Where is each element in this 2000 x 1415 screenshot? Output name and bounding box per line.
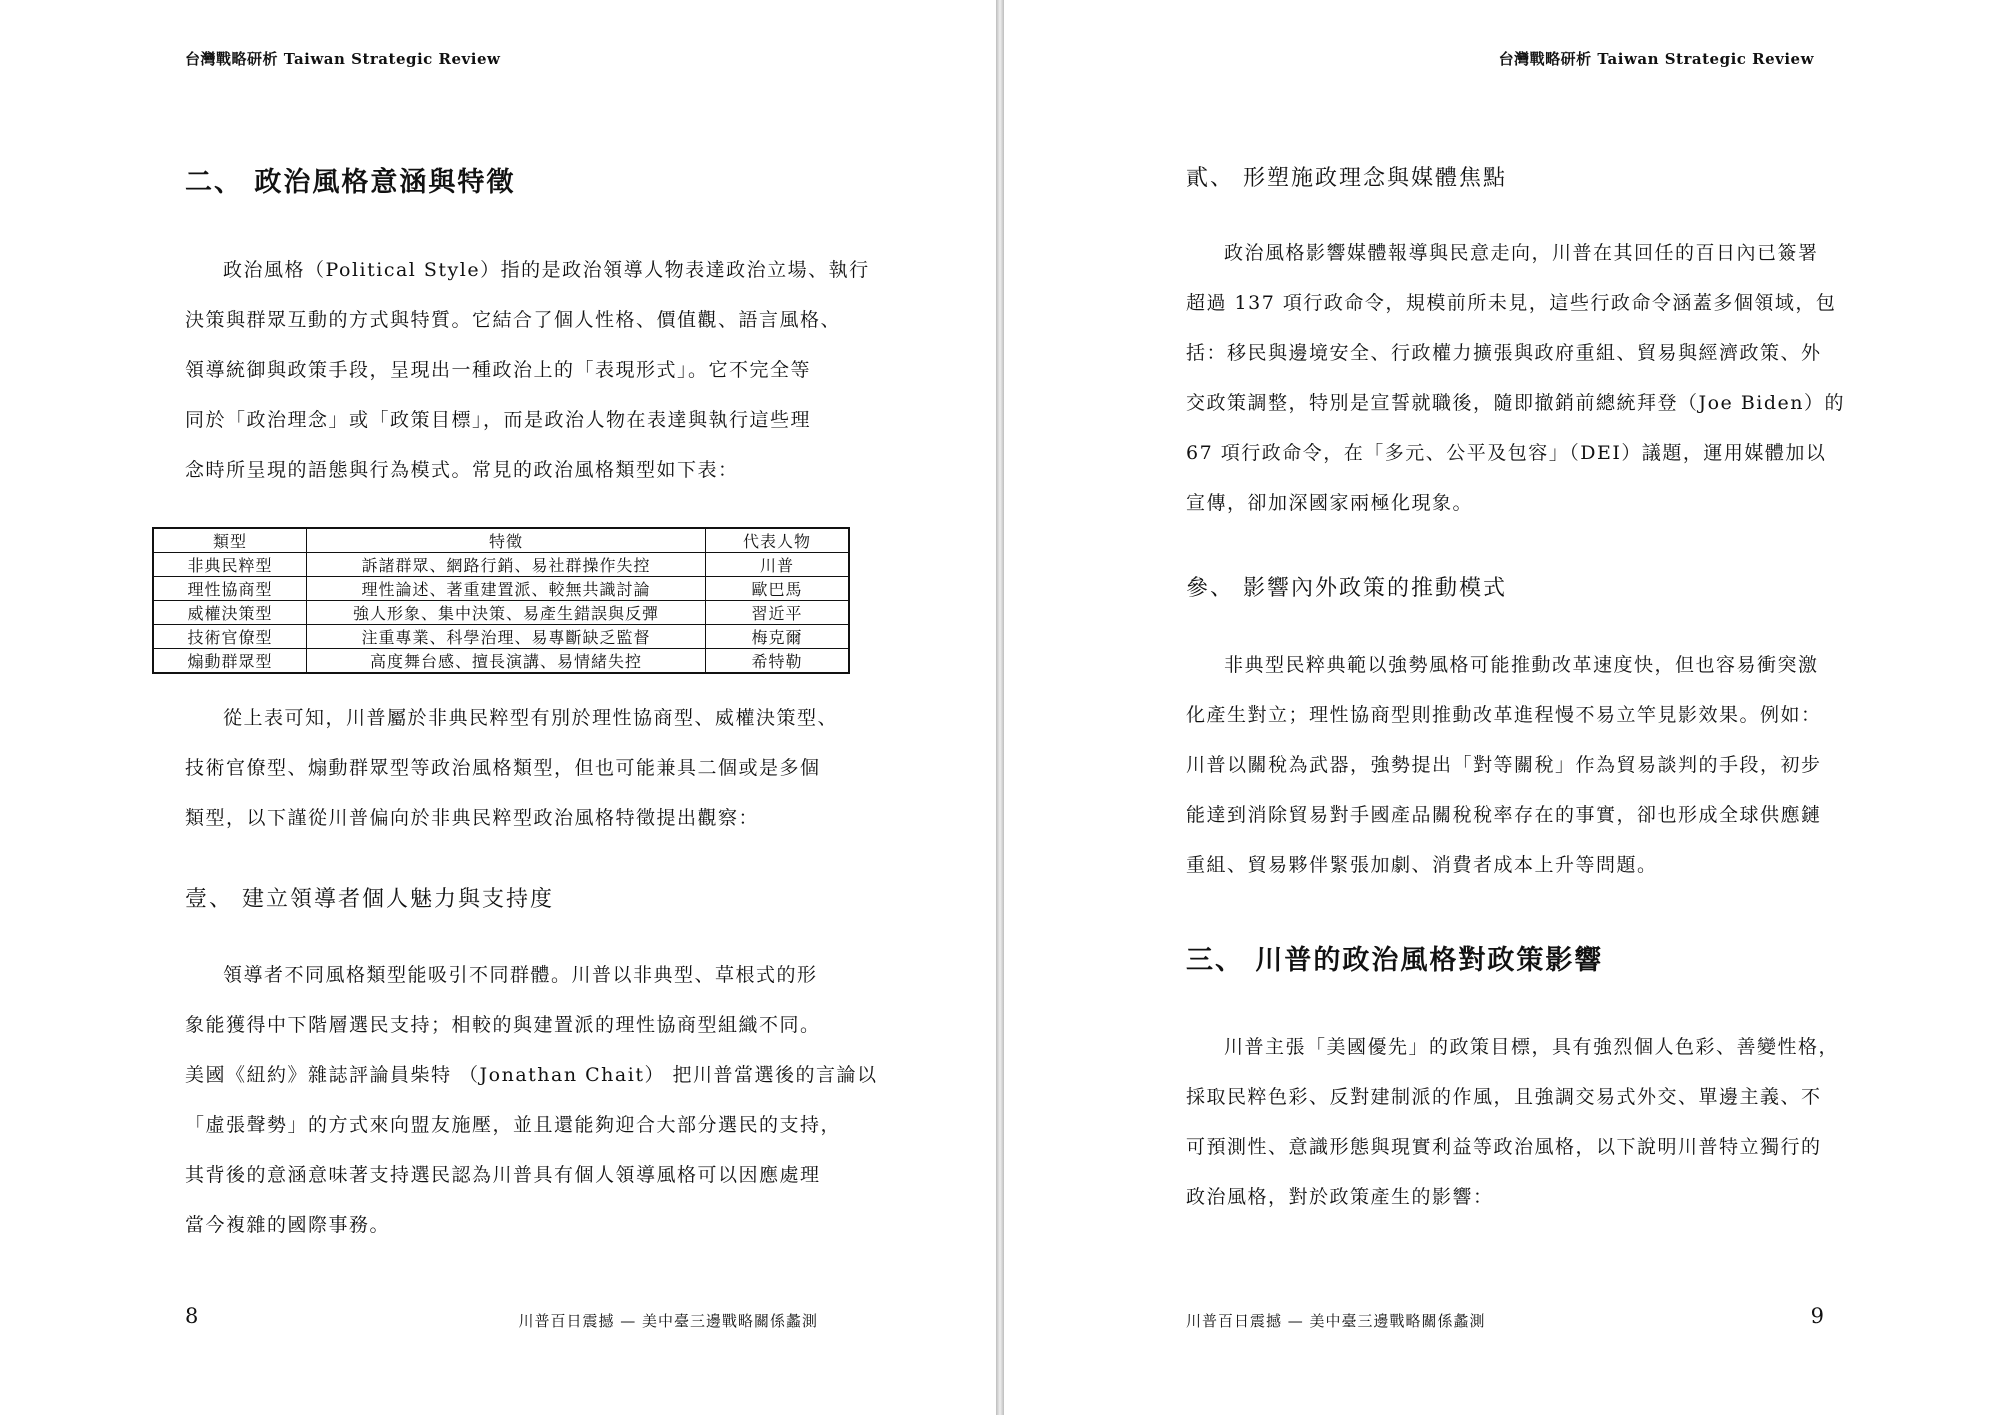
paragraph-line: 「虛張聲勢」的方式來向盟友施壓，並且還能夠迎合大部分選民的支持，	[185, 1114, 842, 1136]
table-cell: 非典民粹型	[153, 553, 307, 577]
paragraph-line: 可預測性、意識形態與現實利益等政治風格，以下說明川普特立獨行的	[1186, 1136, 1822, 1158]
paragraph-line: 技術官僚型、煽動群眾型等政治風格類型，但也可能兼具二個或是多個	[185, 757, 821, 779]
table-row	[153, 601, 849, 625]
table-cell: 歐巴馬	[705, 577, 849, 601]
paragraph-line: 同於「政治理念」或「政策目標」，而是政治人物在表達與執行這些理	[185, 409, 812, 431]
paragraph-line: 超過 137 項行政命令，規模前所未見，這些行政命令涵蓋多個領域，包	[1186, 292, 1837, 314]
paragraph-line: 其背後的意涵意味著支持選民認為川普具有個人領導風格可以因應處理	[185, 1164, 821, 1186]
after-table-paragraph	[185, 693, 838, 843]
paragraph-line: 化產生對立；理性協商型則推動改革進程慢不易立竿見影效果。例如：	[1186, 704, 1822, 726]
table-row	[153, 553, 849, 577]
table-row	[153, 577, 849, 601]
paragraph-line: 川普主張「美國優先」的政策目標，具有強烈個人色彩、善變性格，	[1224, 1036, 1840, 1058]
paragraph-line: 採取民粹色彩、反對建制派的作風，且強調交易式外交、單邊主義、不	[1186, 1086, 1822, 1108]
table-cell: 希特勒	[705, 649, 849, 674]
political-style-table	[152, 527, 850, 674]
page-number: 8	[185, 1304, 199, 1328]
subsection-title: 壹、 建立領導者個人魅力與支持度	[185, 887, 554, 912]
paragraph-line: 美國《紐約》雜誌評論員柴特 （Jonathan Chait） 把川普當選後的言論以	[185, 1064, 878, 1086]
left-page	[0, 0, 996, 1415]
paragraph-line: 非典型民粹典範以強勢風格可能推動改革速度快，但也容易衝突激	[1224, 654, 1819, 676]
table-row	[153, 625, 849, 649]
subsection-paragraph	[185, 950, 878, 1250]
subsection-title: 參、 影響內外政策的推動模式	[1186, 576, 1507, 601]
paragraph-line: 宣傳，卻加深國家兩極化現象。	[1186, 492, 1474, 514]
table-cell: 技術官僚型	[153, 625, 307, 649]
subsection-paragraph	[1186, 640, 1822, 890]
paragraph-line: 念時所呈現的語態與行為模式。常見的政治風格類型如下表：	[185, 459, 739, 481]
table-row	[153, 649, 849, 674]
paragraph-line: 括：移民與邊境安全、行政權力擴張與政府重組、貿易與經濟政策、外	[1186, 342, 1822, 364]
table-cell: 梅克爾	[705, 625, 849, 649]
page-number: 9	[1810, 1304, 1824, 1328]
paragraph-line: 類型，以下謹從川普偏向於非典民粹型政治風格特徵提出觀察：	[185, 807, 760, 829]
paragraph-line: 政治風格，對於政策產生的影響：	[1186, 1186, 1494, 1208]
paragraph-line: 象能獲得中下階層選民支持；相較的與建置派的理性協商型組織不同。	[185, 1014, 821, 1036]
paragraph-line: 政治風格（Political Style）指的是政治領導人物表達政治立場、執行	[223, 259, 870, 281]
table-header-cell: 類型	[153, 528, 307, 553]
paragraph-line: 重組、貿易夥伴緊張加劇、消費者成本上升等問題。	[1186, 854, 1658, 876]
table-cell: 強人形象、集中決策、易產生錯誤與反彈	[307, 601, 706, 625]
section-paragraph	[1186, 1022, 1839, 1222]
paragraph-line: 決策與群眾互動的方式與特質。它結合了個人性格、價值觀、語言風格、	[185, 309, 842, 331]
table-header-cell: 代表人物	[705, 528, 849, 553]
right-page	[1004, 0, 2000, 1415]
paragraph-line: 政治風格影響媒體報導與民意走向，川普在其回任的百日內已簽署	[1224, 242, 1819, 264]
table-cell: 訴諸群眾、網路行銷、易社群操作失控	[307, 553, 706, 577]
table-cell: 川普	[705, 553, 849, 577]
running-header: 台灣戰略研析 Taiwan Strategic Review	[185, 50, 501, 68]
paragraph-line: 能達到消除貿易對手國產品關稅稅率存在的事實，卻也形成全球供應鏈	[1186, 804, 1822, 826]
running-footer: 川普百日震撼 — 美中臺三邊戰略關係蠡測	[518, 1312, 818, 1330]
book-spine	[996, 0, 1004, 1415]
subsection-paragraph	[1186, 228, 1845, 528]
table-cell: 威權決策型	[153, 601, 307, 625]
intro-paragraph	[185, 245, 870, 495]
paragraph-line: 從上表可知，川普屬於非典民粹型有別於理性協商型、威權決策型、	[223, 707, 839, 729]
table-cell: 理性協商型	[153, 577, 307, 601]
subsection-title: 貳、 形塑施政理念與媒體焦點	[1186, 166, 1507, 191]
paragraph-line: 交政策調整，特別是宣誓就職後，隨即撤銷前總統拜登（Joe Biden）的	[1186, 392, 1846, 414]
running-footer: 川普百日震撼 — 美中臺三邊戰略關係蠡測	[1186, 1312, 1486, 1330]
section-title: 三、 川普的政治風格對政策影響	[1186, 945, 1604, 976]
paragraph-line: 67 項行政命令，在「多元、公平及包容」（DEI）議題，運用媒體加以	[1186, 442, 1827, 464]
table-header-row	[153, 528, 849, 553]
table-cell: 高度舞台感、擅長演講、易情緒失控	[307, 649, 706, 674]
section-title: 二、 政治風格意涵與特徵	[185, 167, 516, 198]
paragraph-line: 川普以關稅為武器，強勢提出「對等關稅」作為貿易談判的手段，初步	[1186, 754, 1822, 776]
table-cell: 理性論述、著重建置派、較無共識討論	[307, 577, 706, 601]
table-cell: 習近平	[705, 601, 849, 625]
running-header: 台灣戰略研析 Taiwan Strategic Review	[1498, 50, 1814, 68]
paragraph-line: 領導者不同風格類型能吸引不同群體。川普以非典型、草根式的形	[223, 964, 818, 986]
table-cell: 注重專業、科學治理、易專斷缺乏監督	[307, 625, 706, 649]
paragraph-line: 領導統御與政策手段，呈現出一種政治上的「表現形式」。它不完全等	[185, 359, 812, 381]
paragraph-line: 當今複雜的國際事務。	[185, 1214, 391, 1236]
table-header-cell: 特徵	[307, 528, 706, 553]
table-cell: 煽動群眾型	[153, 649, 307, 674]
